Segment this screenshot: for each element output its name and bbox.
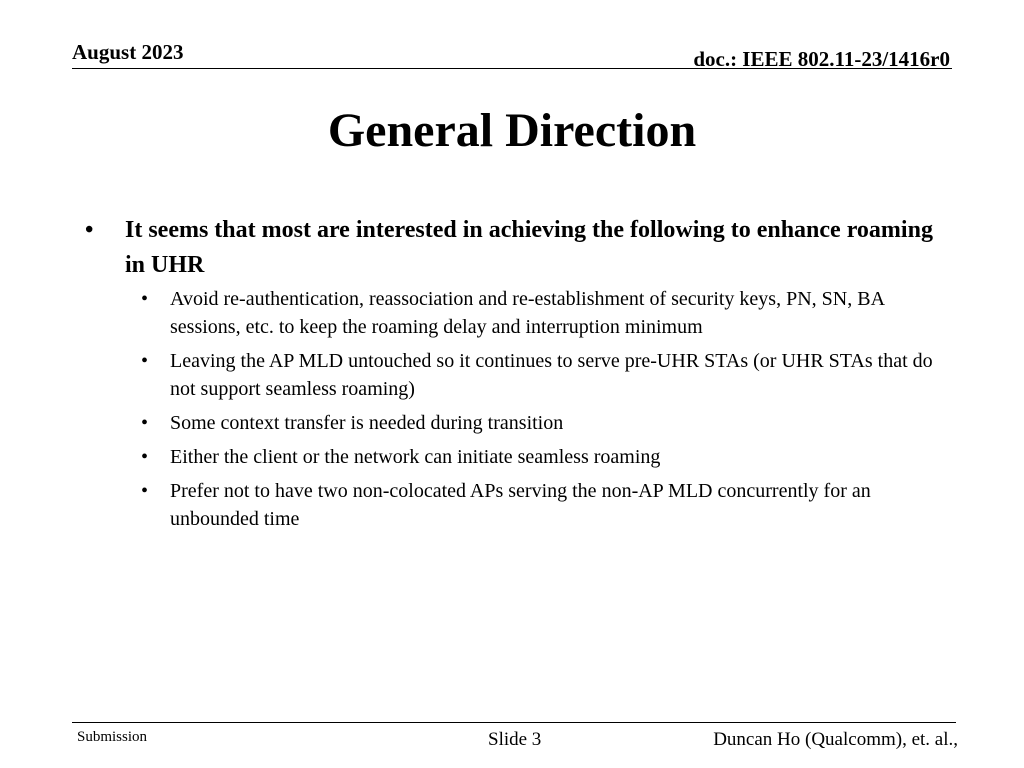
slide-content	[84, 213, 944, 539]
bullet-level1	[84, 213, 944, 283]
bullet-icon: •	[141, 350, 149, 372]
sub-bullet	[84, 409, 944, 437]
bullet-icon: •	[141, 446, 149, 468]
footer-submission: Submission	[77, 729, 148, 745]
slide-title: General Direction	[327, 104, 697, 157]
footer-rule	[72, 722, 956, 723]
sub-bullet-text: Leaving the AP MLD untouched so it continues to serve pre-UHR STAs (or UHR STAs that do not support seamless roaming)	[170, 350, 933, 400]
footer-author: Duncan Ho (Qualcomm), et. al.,	[713, 729, 958, 750]
sub-bullet-text: Avoid re-authentication, reassociation and re-establishment of security keys, PN, SN, BA sessions, etc. to keep the roaming delay and interruption minimum	[170, 288, 884, 338]
sub-bullet	[84, 477, 944, 533]
header-rule	[72, 68, 952, 69]
sub-bullet	[84, 443, 944, 471]
header-date: August 2023	[72, 40, 184, 64]
bullet-text: It seems that most are interested in achieving the following to enhance roaming in UHR	[125, 217, 933, 278]
bullet-icon: •	[141, 480, 149, 502]
header-doc-id: doc.: IEEE 802.11-23/1416r0	[693, 47, 950, 71]
sub-bullet	[84, 285, 944, 341]
sub-bullet-list	[84, 285, 944, 533]
footer-slide-number: Slide 3	[488, 729, 542, 750]
bullet-icon: •	[85, 217, 94, 243]
sub-bullet-text: Some context transfer is needed during transition	[170, 412, 564, 434]
sub-bullet	[84, 347, 944, 403]
sub-bullet-text: Prefer not to have two non-colocated APs serving the non-AP MLD concurrently for an unbounded time	[170, 480, 871, 530]
sub-bullet-text: Either the client or the network can initiate seamless roaming	[170, 446, 661, 468]
bullet-icon: •	[141, 288, 149, 310]
bullet-icon: •	[141, 412, 149, 434]
